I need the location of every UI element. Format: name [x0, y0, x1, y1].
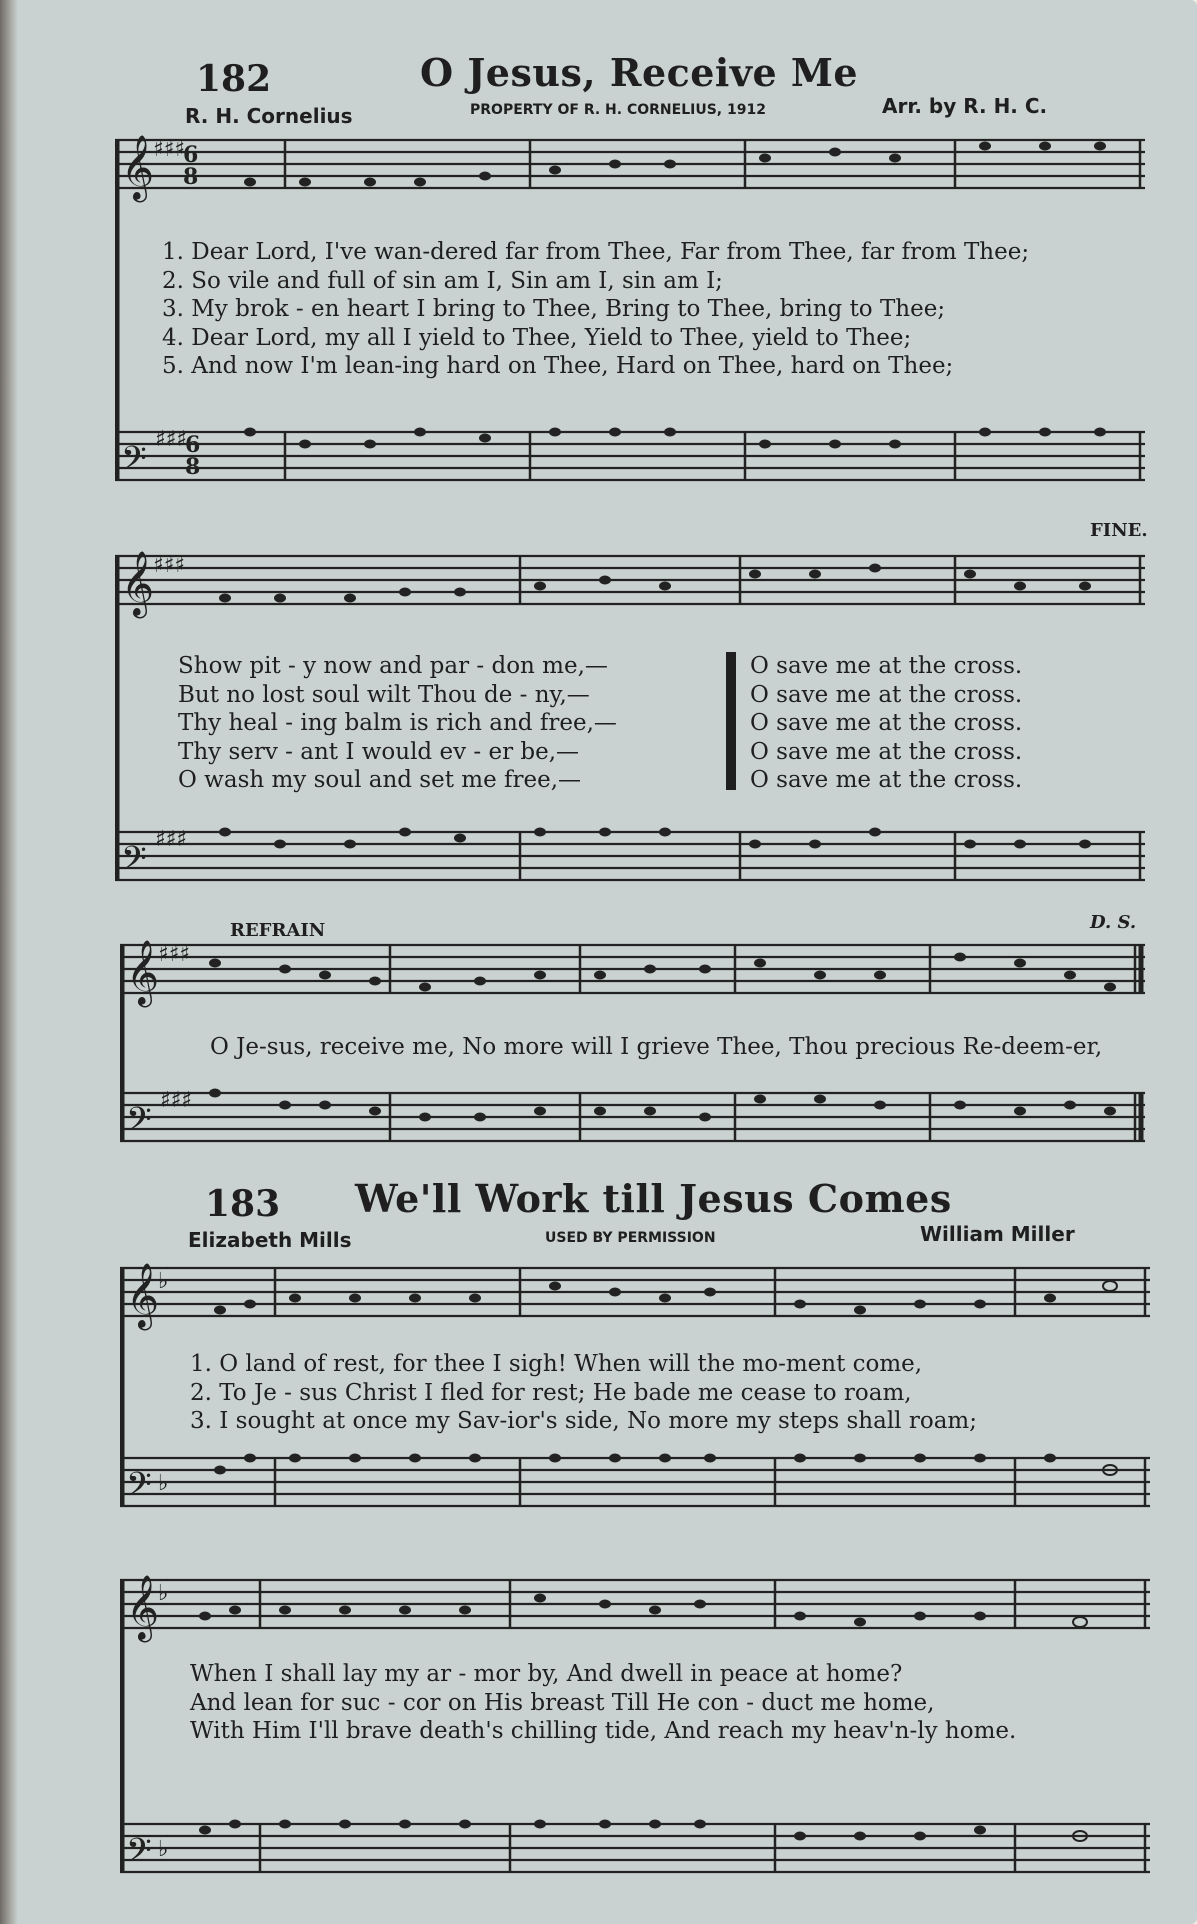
verse-line: 2. So vile and full of sin am I, Sin am I, sin am I;	[162, 267, 723, 294]
refrain-line: O Je-sus, receive me, No more will I grieve Thee, Thou precious Re-deem-er,	[210, 1034, 1103, 1060]
verse-line: 5. And now I'm lean-ing hard on Thee, Hard on Thee, hard on Thee;	[162, 353, 954, 379]
fine-marker: FINE.	[1090, 520, 1148, 541]
cross-line: O save me at the cross.	[750, 710, 1023, 736]
verse-line: But no lost soul wilt Thou de - ny,—	[178, 681, 590, 708]
verse-line: 3. I sought at once my Sav-ior's side, No more my steps shall roam;	[190, 1408, 977, 1434]
hymn-182-copyright: PROPERTY OF R. H. CORNELIUS, 1912	[470, 102, 766, 118]
svg-text:♯♯♯: ♯♯♯	[153, 553, 185, 578]
svg-text:𝄞: 𝄞	[126, 1575, 160, 1640]
page-edge	[0, 0, 18, 1924]
separator-bar	[726, 652, 736, 790]
svg-text:♯♯♯: ♯♯♯	[155, 827, 187, 852]
svg-text:♯♯♯: ♯♯♯	[155, 427, 187, 452]
svg-text:𝄞: 𝄞	[121, 551, 155, 616]
svg-text:𝄞: 𝄞	[121, 135, 155, 200]
verse-line: With Him I'll brave death's chilling tide, And reach my heav'n-ly home.	[190, 1718, 1017, 1744]
svg-text:𝄢: 𝄢	[121, 440, 147, 486]
hymn-183-author: Elizabeth Mills	[188, 1228, 352, 1252]
hymn-182-author: R. H. Cornelius	[185, 104, 353, 128]
refrain-label: REFRAIN	[230, 920, 326, 941]
svg-text:♯♯♯: ♯♯♯	[158, 942, 190, 967]
svg-text:6: 6	[185, 432, 201, 458]
svg-text:6: 6	[183, 142, 199, 168]
verse-line: 2. To Je - sus Christ I fled for rest; He bade me cease to roam,	[190, 1379, 912, 1406]
hymn-183-verses-part2	[190, 1660, 1016, 1746]
verse-line: Thy serv - ant I would ev - er be,—	[178, 738, 580, 765]
svg-text:𝄞: 𝄞	[126, 1263, 160, 1328]
verse-line: 1. Dear Lord, I've wan-dered far from Thee, Far from Thee, far from Thee;	[162, 239, 1030, 265]
hymn-183-number: 183	[205, 1183, 281, 1225]
hymn-183-title: We'll Work till Jesus Comes	[355, 1176, 952, 1221]
verse-line: Show pit - y now and par - don me,—	[178, 653, 608, 679]
svg-text:♯♯♯: ♯♯♯	[153, 137, 185, 162]
ds-marker: D. S.	[1090, 912, 1137, 933]
svg-text:𝄞: 𝄞	[126, 940, 160, 1005]
svg-text:8: 8	[185, 454, 201, 480]
hymn-182-number: 182	[196, 58, 272, 100]
svg-text:♭: ♭	[158, 1269, 169, 1294]
hymn-182-cross-lines	[750, 652, 1022, 795]
svg-text:♭: ♭	[158, 1581, 169, 1606]
svg-text:8: 8	[183, 164, 199, 190]
svg-text:𝄢: 𝄢	[126, 1466, 152, 1512]
svg-text:♭: ♭	[158, 1471, 169, 1496]
hymn-183-verses-part1	[190, 1350, 977, 1436]
svg-text:𝄢: 𝄢	[126, 1832, 152, 1878]
svg-text:𝄢: 𝄢	[126, 1101, 152, 1147]
cross-line: O save me at the cross.	[750, 767, 1023, 793]
verse-line: O wash my soul and set me free,—	[178, 767, 582, 793]
svg-text:𝄢: 𝄢	[121, 840, 147, 886]
verse-line: Thy heal - ing balm is rich and free,—	[178, 710, 617, 736]
hymn-182-verses-part1	[162, 238, 1029, 381]
verse-line: 3. My brok - en heart I bring to Thee, Bring to Thee, bring to Thee;	[162, 296, 946, 322]
hymn-182-title: O Jesus, Receive Me	[420, 50, 859, 95]
cross-line: O save me at the cross.	[750, 681, 1023, 708]
cross-line: O save me at the cross.	[750, 738, 1023, 765]
hymn-182-refrain-text	[210, 1033, 1102, 1062]
hymn-183-permission: USED BY PERMISSION	[545, 1230, 716, 1246]
verse-line: 4. Dear Lord, my all I yield to Thee, Yield to Thee, yield to Thee;	[162, 324, 912, 351]
verse-line: 1. O land of rest, for thee I sigh! When will the mo-ment come,	[190, 1351, 923, 1377]
cross-line: O save me at the cross.	[750, 653, 1023, 679]
svg-text:♯♯♯: ♯♯♯	[160, 1088, 192, 1113]
hymn-182-arranger: Arr. by R. H. C.	[882, 94, 1048, 118]
verse-line: When I shall lay my ar - mor by, And dwell in peace at home?	[190, 1661, 903, 1687]
hymn-182-verses-part2	[178, 652, 617, 795]
svg-text:♭: ♭	[158, 1837, 169, 1862]
hymn-183-composer: William Miller	[920, 1222, 1075, 1246]
verse-line: And lean for suc - cor on His breast Till He con - duct me home,	[190, 1689, 935, 1716]
